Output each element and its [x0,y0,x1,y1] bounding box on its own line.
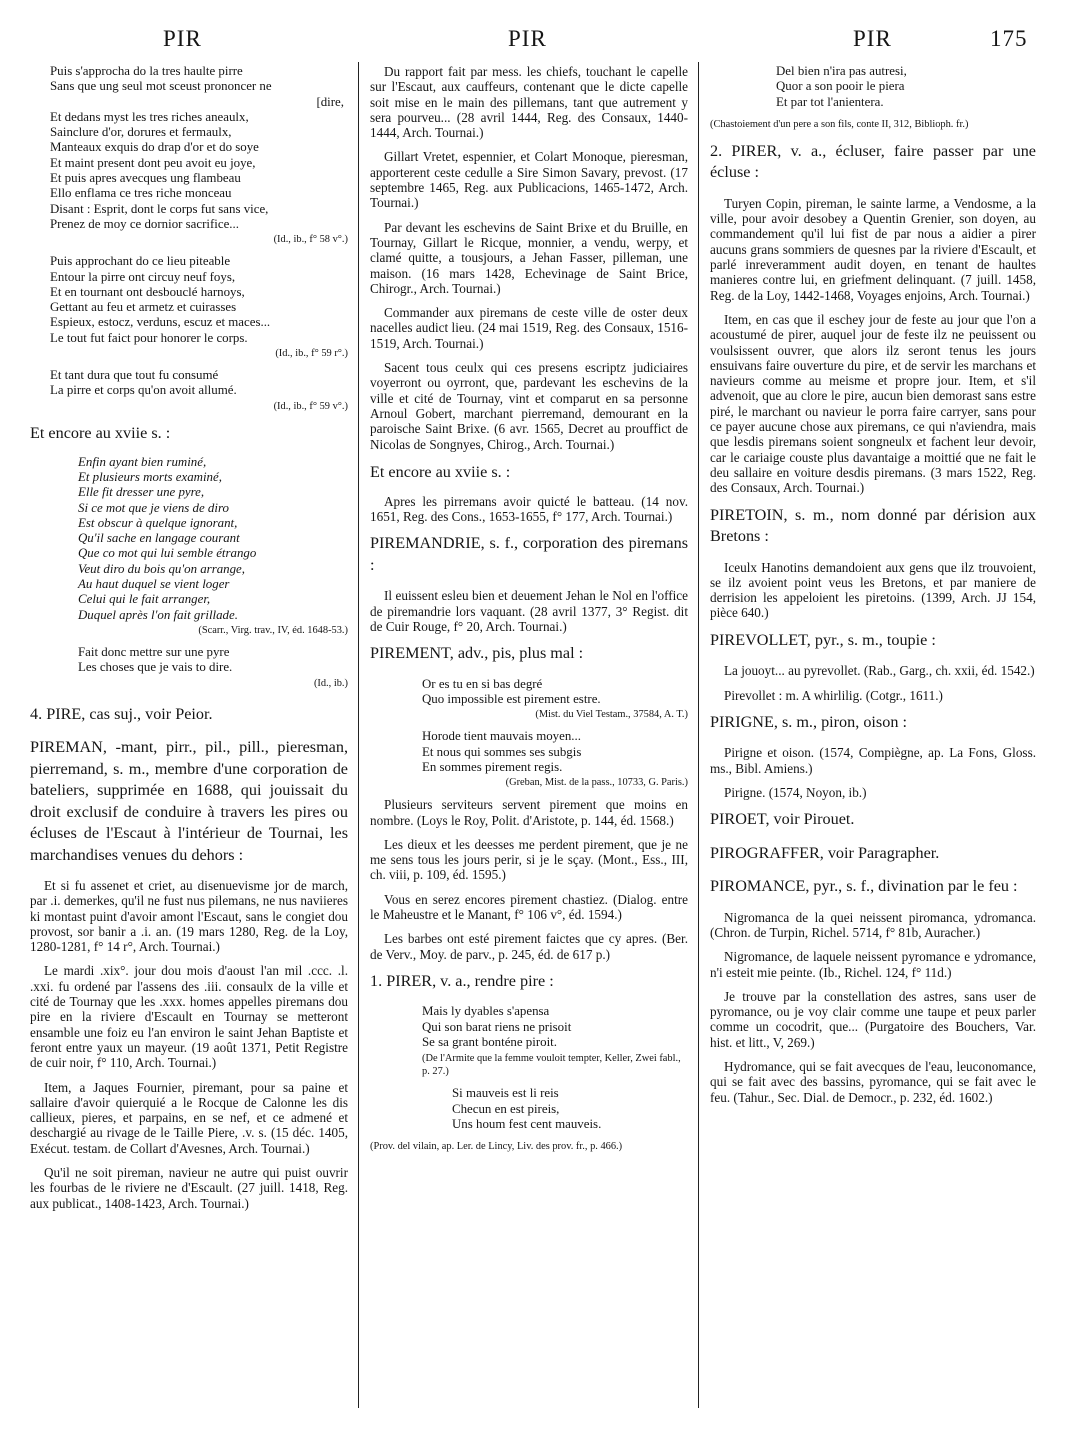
running-head-left: PIR [163,26,202,51]
citation-paragraph: Item, a Jaques Fournier, piremant, pour sa paine et sallaire d'avoir quierquié a le Rocque de Calonne les dis callieux, pieres, et parpains, en se nef, et ce admené et deschargié au rivage de le Taille Piere, .v. s. (15 déc. 1405, Exécut. testam. de Collart d'Avesnes, Arch. Tournai.) [30,1079,348,1156]
entry-piromance: PIROMANCE, pyr., s. f., divination par le feu : [710,877,1018,896]
citation-source: (Greban, Mist. de la pass., 10733, G. Paris.) [505,777,688,789]
citation-paragraph: Nigromanca de la quei neissent piromanca, ydromanca. (Chron. de Turpin, Richel. 5714, f° 81b, Auracher.) [710,909,1036,940]
verse-line: Elle fit dresser une pyre, [78,485,205,500]
entry-pireman: PIREMAN, -mant, pirr., pil., pill., pieresman, pierremand, s. m., membre d'une corporation de bateliers, supprimée en 1688, qui jouissait du droit exclusif de conduire à travers les pires ou écluses de l'Escaut à l'intérieur de Tournai, les marchandises venues du dehors : [30,738,348,864]
column-rule-1 [358,62,359,1408]
verse-line: Veut diro du bois qu'on arrange, [78,561,245,576]
verse-line: Or es tu en si bas degré [422,676,543,691]
verse-line: Del bien n'ira pas autresi, [776,64,907,78]
citation-source: (Chastoiement d'un pere a son fils, conte II, 312, Biblioph. fr.) [710,118,969,130]
entry-piremandrie: PIREMANDRIE, s. f., corporation des piremans : [370,534,688,574]
citation-paragraph: Nigromance, de laquele neissent pyromance e ydromance, n'i esteit mie peinte. (Ib., Richel. 124, f° 11d.) [710,949,1036,980]
citation-paragraph: Sacent tous ceulx qui ces presens escriptz judiciaires voyerront ou oyrront, que, pardevant les eschevins de la ville et cité de Tournay, vint et comparut en sa personne Arnoul Gobert, marchant pierremand, demourant en la paroische Saint Brixe. (6 avr. 1565, Decret au prouffict de Nicolas de Songnyes, Chirog., Arch. Tournai.) [370,360,688,452]
citation-source: (Mist. du Viel Testam., 37584, A. T.) [535,709,688,721]
verse-line: Et tant dura que tout fu consumé [50,368,219,383]
citation-paragraph: Les dieux et les deesses me perdent pirement, que je ne me sens tous les jours perir, si je le sçay. (Mont., Ess., III, ch. viii, p. 109, éd. 1595.) [370,836,688,883]
verse-line: Quo impossible est pirement estre. [422,692,601,707]
verse-line: Uns houm fest cent mauveis. [452,1116,602,1131]
verse-line: Et puis apres avecques ung flambeau [50,171,241,186]
citation-paragraph: Du rapport fait par mess. les chiefs, touchant le capelle sur l'Escaut, aux cauffeurs, contenant que le dicte capelle soit mise en le main des pillemans, tant que autrement y sera pourveu... (28 avril 1444, Reg. des Consaux, 1440-1444, Arch. Tournai.) [370,64,688,141]
entry-pirer-2: 2. PIRER, v. a., écluser, faire passer par une écluse : [710,141,1036,182]
column-1 [30,64,348,1424]
verse-line: Mais ly dyables s'apensa [422,1004,550,1019]
verse-line: Prenez de moy ce dornior sacrifice... [50,216,239,231]
citation-paragraph: Le mardi .xix°. jour dou mois d'aoust l'an mil .ccc. .l. .xxi. fu ordené par l'assens des .iii. consaulx de la ville et cité de Tournay que les .xxx. homes appelles piremans dou pire en la riviere d'Escault en Tournay se metteront ensamble une foiz eu l'an environ le saint Jehan Baptiste et feront entre yaux un mayeur. (19 août 1371, Petit Registre de cuir noir, f° 110, Arch. Tournai.) [30,963,348,1071]
verse-line: Et par tot l'anientera. [776,94,884,109]
verse-line: Duquel après l'on fait grillade. [78,607,238,622]
entry-pirement: PIREMENT, adv., pis, plus mal : [370,644,584,663]
verse-line: Espieux, estocz, verduns, escuz et maces... [50,315,271,330]
verse-line: En sommes pirement regis. [422,760,563,774]
verse-block [370,1004,688,1078]
verse-block [30,455,348,637]
page-number: 175 [990,26,1028,51]
citation-paragraph: Commander aux piremans de ceste ville de oster deux nacelles audict lieu. (24 mai 1519, Reg. des Consaux, 1516-1519, Arch. Tournai.) [370,305,688,351]
citation-paragraph: Qu'il ne soit pireman, navieur ne autre qui puist ouvrir les fourbas de le riviere ne d'Escault. (27 juill. 1418, Reg. aux publicat., 1408-1423, Arch. Tournai.) [30,1165,348,1211]
citation-paragraph: Pirigne. (1574, Noyon, ib.) [724,784,867,800]
citation-paragraph: Gillart Vretet, espennier, et Colart Monoque, pieresman, apporterent ceste cedulle a Sire Simon Savary, prevost. (17 septembre 1465, Reg. aux Publicacions, 1465-1472, Arch. Tournai.) [370,149,688,211]
citation-paragraph: Par devant les eschevins de Saint Brixe et du Bruille, en Tournay, Gillart le Ricque, monnier, a vendu, werpy, et clamé quitte, a tousjours, a Jehan Fasser, pilleman, une maison. (16 mars 1428, Echevinage de Saint Brice, Chirogr., Arch. Tournai.) [370,219,688,296]
verse-line: Qui son barat riens ne prisoit [422,1019,572,1034]
verse-line: Checun en est pireis, [452,1101,560,1116]
verse-line: Disant : Esprit, dont le corps fut sans vice, [50,201,269,216]
verse-line: Les choses que je vais to dire. [78,660,233,675]
verse-line: Ello enflama ce tres riche monceau [50,186,232,201]
citation-paragraph: Plusieurs serviteurs servent pirement que moins en nombre. (Loys le Roy, Polit. d'Aristote, p. 144, éd. 1568.) [370,797,688,828]
verse-block [370,677,688,722]
citation-paragraph: Pirevollet : m. A whirlilig. (Cotgr., 1611.) [724,687,943,703]
column-3 [710,64,1036,1424]
verse-block [30,368,348,413]
verse-line: Si ce mot que je viens de diro [78,500,229,515]
verse-line: Fait donc mettre sur une pyre [78,644,230,659]
citation-source: (Prov. del vilain, ap. Ler. de Lincy, Liv. des prov. fr., p. 466.) [370,1141,623,1153]
citation-paragraph: Apres les pirremans avoir quicté le batteau. (14 nov. 1651, Reg. des Cons., 1653-1655, f° 177, Arch. Tournai.) [370,493,688,525]
entry-pirer-1: 1. PIRER, v. a., rendre pire : [370,971,554,990]
entry-pirograffer: PIROGRAFFER, voir Paragrapher. [710,843,940,862]
century-label: Et encore au xviie s. : [370,462,511,481]
verse-line: Celui qui le fait arranger, [78,592,211,607]
verse-line: Et nous qui sommes ses subgis [422,744,582,759]
verse-line: Et dedans myst les tres riches aneaulx, [50,109,249,124]
citation-source: (Id., ib., f° 59 v°.) [273,400,348,412]
running-head-right: PIR [853,26,892,51]
verse-line: Si mauveis est li reis [452,1086,559,1101]
citation-paragraph: Turyen Copin, pireman, le sainte larme, a Vendosme, a la ville, pour avoir desobey a Quentin Grenier, son doyen, au commandement qu'il lui fist de par nous a aidier a pirer aucuns grans sommiers de quesnes par la riviere d'Escault, et parlé inreveramment audit doyen, en tenant de haultes manieres contre lui, en griefment delinquant. (7 juill. 1458, Reg. de la Loy, 1442-1468, Voyages enjoins, Arch. Tournai.) [710,195,1036,303]
verse-block [30,64,348,246]
entry-pire-4: 4. PIRE, cas suj., voir Peior. [30,704,213,723]
verse-line: Et maint present dont peu avoit eu joye, [50,155,256,170]
citation-source: (De l'Armite que la femme vouloit tempter, Keller, Zwei fabl., p. 27.) [422,1053,681,1078]
verse-block [30,254,348,360]
verse-line: Et en tournant ont desbouclé harnoys, [50,284,245,299]
verse-line: Quor a son pooir le piera [776,79,905,94]
citation-paragraph: Pirigne et oison. (1574, Compiègne, ap. La Fons, Gloss. ms., Bibl. Amiens.) [710,745,1036,776]
citation-paragraph: La jouoyt... au pyrevollet. (Rab., Garg., ch. xxii, éd. 1542.) [724,663,1035,679]
verse-block [370,729,688,789]
entry-pirevollet: PIREVOLLET, pyr., s. m., toupie : [710,630,936,649]
verse-line: Sans que ung seul mot sceust prononcer ne [50,79,272,94]
verse-line: Puis s'approcha do la tres haulte pirre [50,64,243,78]
citation-paragraph: Je trouve par la constellation des astres, sans user de pyromance, ou je voy clair comme une taupe et peux parler comme un cocodrit, que... (Purgatoire des Bouchers, Var. hist. et litt., V, 269.) [710,988,1036,1050]
citation-source: (Id., ib., f° 58 v°.) [273,234,348,246]
verse-line: Et plusieurs morts examiné, [78,469,222,484]
column-2 [370,64,688,1424]
citation-source: (Id., ib.) [313,677,348,689]
verse-line: Au haut duquel se vient loger [78,577,230,592]
column-rule-2 [698,62,699,1408]
citation-paragraph: Il euissent esleu bien et deuement Jehan le Nol en l'office de piremandrie lors vaquant. (28 avril 1377, 3° Regist. dit de Cuir Rouge, f° 20, Arch. Tournai.) [370,588,688,635]
verse-line: Qu'il sache en langage courant [78,531,240,546]
century-label: Et encore au xviie s. : [30,423,171,442]
citation-source: (Scarr., Virg. trav., IV, éd. 1648-53.) [198,624,348,636]
citation-paragraph: Et si fu assenet et criet, au disenuevisme jor de march, par .i. demerkes, qu'il ne fust nus pilemans, ne nus naviieres ki montast puint d'avoir amont l'Escaut, sans le congiet dou provost, sor banir a .i. an. (19 mars 1280, Reg. de la Loy, 1280-1281, f° 14 r°, Arch. Tournai.) [30,878,348,955]
citation-source: (Id., ib., f° 59 r°.) [275,348,348,360]
verse-line: Est obscur à quelque ignorant, [78,515,238,530]
citation-paragraph: Iceulx Hanotins demandoient aux gens que ilz trouvoient, se ilz avoient point veus les Bretons, et par maniere de derrision les appeloient les piretoins. (1399, Arch. JJ 154, pièce 640.) [710,559,1036,621]
verse-line: Sainclure d'or, dorures et fermaulx, [50,125,232,140]
verse-line: Se sa grant bonténe piroit. [422,1035,557,1050]
citation-paragraph: Hydromance, qui se fait avecques de l'eau, leuconomance, qui se fait avec des bassins, pyromance, qui se fait avec le feu. (Tahur., Sec. Dial. de Democr., p. 232, éd. 1602.) [710,1059,1036,1105]
running-head-center: PIR [508,26,547,51]
verse-block [710,64,1036,110]
verse-line: Puis approchant do ce lieu piteable [50,254,231,269]
entry-piretoin: PIRETOIN, s. m., nom donné par dérision aux Bretons : [710,505,1036,546]
verse-line: Horode tient mauvais moyen... [422,729,581,744]
verse-line: Que co mot qui lui semble étrango [78,546,257,561]
verse-line: Entour la pirre ont circuy neuf foys, [50,269,236,284]
verse-line: [dire, [316,94,344,109]
verse-line: Enfin ayant bien ruminé, [78,454,207,469]
citation-paragraph: Les barbes ont esté pirement faictes que cy apres. (Ber. de Verv., Moy. de parv., p. 245, éd. de 617 p.) [370,931,688,962]
verse-block [370,1086,688,1132]
citation-paragraph: Item, en cas que il eschey jour de feste au jour que l'on a acoustumé de pirer, auquel jour de feste ilz ne peuissent ou voulsissent ouvrer, que alors ilz seront tenus les jours ensuivans faire ouverture du pire, et de servir les marchans et navieurs comme au meisme et propre jour. Item, et s'il advenoit, que au clore le pire, aucun bien demorast sans estre piré, le marchant ou navieur le porra faire carryer, sans pour ce payer aucune chose aux piremans, ce qui n'aviendra, mais que lesdis piremans soient songneulx et fachent leur devoir, car le cariaige couste plus davantaige a moittié que ne fait le deu sallaire en voiture desdis piremans. (3 mars 1522, Reg. des Consaux, Arch. Tournai.) [710,311,1036,496]
verse-block [30,645,348,690]
verse-line: Gettant au feu et armetz et cuirasses [50,300,237,315]
entry-pirigne: PIRIGNE, s. m., piron, oison : [710,712,907,731]
citation-paragraph: Vous en serez encores pirement chastiez. (Dialog. entre le Maheustre et le Manant, f° 106 v°, éd. 1594.) [370,891,688,923]
verse-line: Manteaux exquis do drap d'or et do soye [50,140,259,155]
verse-line: Le tout fut faict pour honorer le corps. [50,330,248,345]
entry-piroet: PIROET, voir Pirouet. [710,810,855,829]
verse-line: La pirre et corps qu'on avoit allumé. [50,383,237,398]
